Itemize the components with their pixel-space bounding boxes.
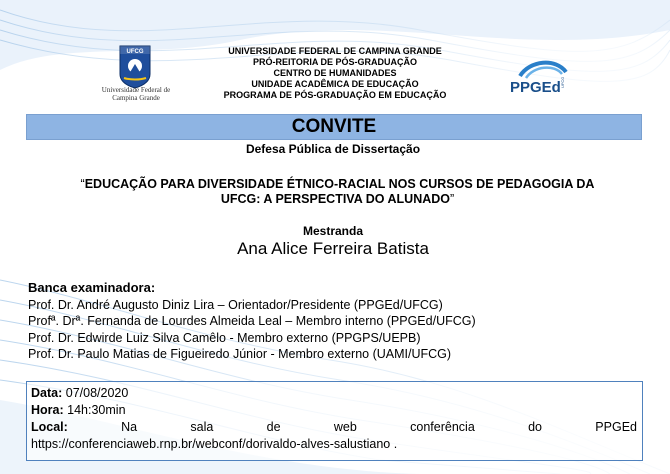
ppged-logo-small: UFCG xyxy=(560,76,565,88)
institution-line: PROGRAMA DE PÓS-GRADUAÇÃO EM EDUCAÇÃO xyxy=(223,90,447,100)
thesis-title-text: EDUCAÇÃO PARA DIVERSIDADE ÉTNICO-RACIAL NOS CURSOS DE PEDAGOGIA DA UFCG: A PERSPECTIVA DO ALUNADO xyxy=(84,177,595,206)
place-label: Local: xyxy=(31,420,68,434)
ufcg-logo-text: UFCG xyxy=(126,49,144,55)
ppged-logo xyxy=(500,54,580,104)
time-label: Hora: xyxy=(31,403,64,417)
date-value: 07/08/2020 xyxy=(65,386,129,400)
student-name: Ana Alice Ferreira Batista xyxy=(237,239,429,258)
institution-header xyxy=(180,46,490,101)
close-quote: ” xyxy=(450,192,455,206)
place-word: de xyxy=(266,420,281,434)
place-word: sala xyxy=(190,420,214,434)
date-row xyxy=(31,385,637,402)
date-label: Data: xyxy=(31,386,63,400)
board-heading: Banca examinadora: xyxy=(28,280,156,295)
event-subtitle: Defesa Pública de Dissertação xyxy=(245,142,421,156)
place-word: conferência xyxy=(410,420,475,434)
event-details-box xyxy=(26,381,643,461)
board-member: Prof. Dr. Edwirde Luiz Silva Camêlo - Membro externo (PPGPS/UEPB) xyxy=(28,330,421,345)
ufcg-name: Universidade Federal de Campina Grande xyxy=(101,86,171,102)
event-details xyxy=(31,385,637,453)
board-member: Prof. Dr. André Augusto Diniz Lira – Orientador/Presidente (PPGEd/UFCG) xyxy=(28,297,443,312)
institution-line: PRÓ-REITORIA DE PÓS-GRADUAÇÃO xyxy=(252,57,417,67)
conference-link[interactable]: https://conferenciaweb.rnp.br/webconf/dorivaldo-alves-salustiano . xyxy=(31,437,398,451)
place-word: do xyxy=(528,420,542,434)
board-member: Prof. Dr. Paulo Matias de Figueiredo Júnior - Membro externo (UAMI/UFCG) xyxy=(28,347,452,361)
place-row xyxy=(31,419,637,436)
open-quote: “ xyxy=(80,177,85,191)
institution-line: UNIDADE ACADÊMICA DE EDUCAÇÃO xyxy=(251,79,419,89)
student-role: Mestranda xyxy=(302,224,364,238)
ppged-logo-text: PPGEd xyxy=(510,79,561,96)
institution-line: CENTRO DE HUMANIDADES xyxy=(273,68,397,78)
place-word: PPGEd xyxy=(595,420,637,434)
thesis-title xyxy=(60,177,615,207)
place-word: web xyxy=(333,420,357,434)
board-member: Profª. Drª. Fernanda de Lourdes Almeida Leal – Membro interno (PPGEd/UFCG) xyxy=(28,314,476,328)
examining-board xyxy=(28,280,628,363)
time-row xyxy=(31,402,637,419)
place-word: Na xyxy=(121,420,138,434)
invitation-title: CONVITE xyxy=(26,114,642,140)
time-value: 14h:30min xyxy=(67,403,126,417)
institution-line: UNIVERSIDADE FEDERAL DE CAMPINA GRANDE xyxy=(228,46,442,56)
